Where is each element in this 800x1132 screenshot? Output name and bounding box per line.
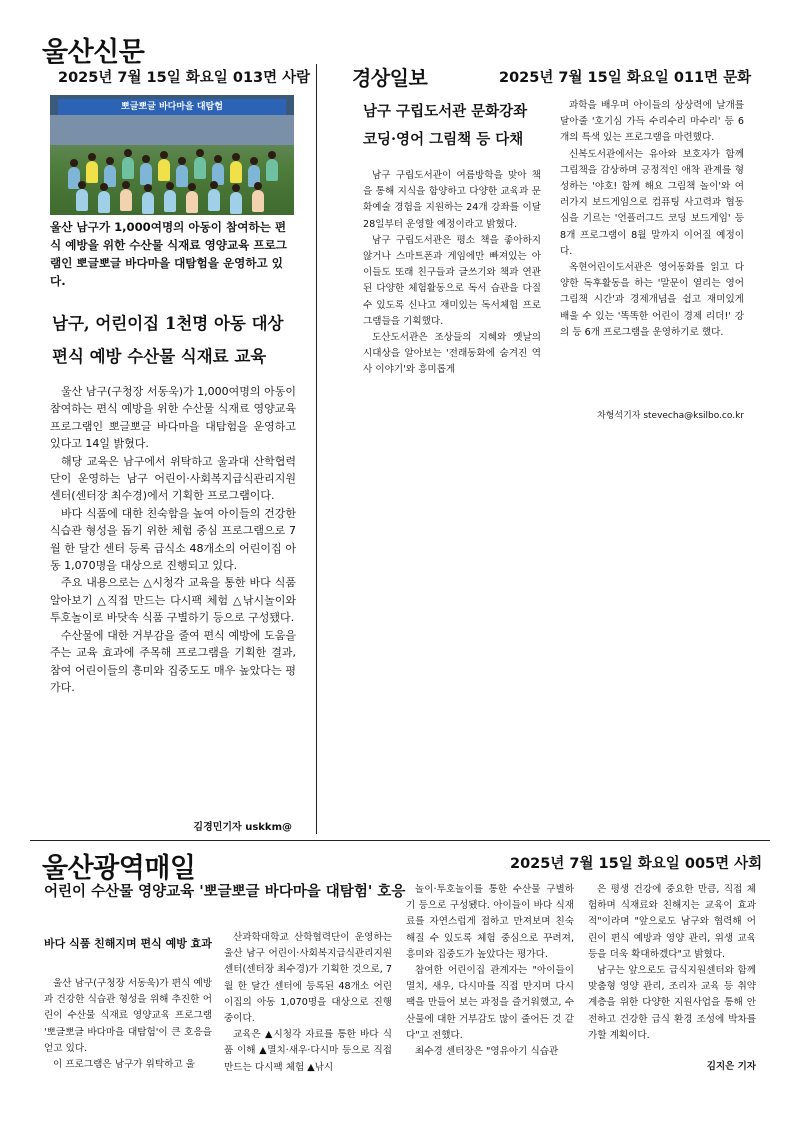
masthead-ulsan-shinmun: 울산신문 (42, 37, 145, 68)
dateline-clip2: 2025년 7월 15일 화요일 011면 문화 (499, 70, 752, 86)
paragraph: 남구는 앞으로도 급식지원센터와 함께 맞춤형 영양 관리, 조리자 교육 등 취약계층을 위한 다양한 지원사업을 통해 안전하고 건강한 급식 환경 조성에 박차를 가할 계획이다. (588, 965, 756, 1041)
paragraph: 신복도서관에서는 유아와 보호자가 함께 그림책을 감상하며 긍정적인 애착 관계를 형성하는 '야호! 함께 해요 그림책 놀이'와 여러가지 보드게임으로 컴퓨팅 사고력과 협동심을 기르는 '언플러그드 코딩 보드게임' 등 8개 프로그램이 8월 말까지 이어질 예정이다. (560, 148, 744, 257)
paragraph: 바다 식품에 대한 친숙함을 높여 아이들의 건강한 식습관 형성을 돕기 위한 체험 중심 프로그램으로 7월 한 달간 센터 등록 급식소 48개소의 어린이집 아동 1,070명을 대상으로 진행되고 있다. (50, 506, 296, 573)
article-body-clip3-col3 (406, 882, 574, 1060)
masthead-ulsan-gwangyeok-maeil: 울산광역매일 (42, 853, 196, 884)
headline-clip3: 어린이 수산물 영양교육 '뽀글뽀글 바다마을 대탐험' 호응 (44, 883, 406, 900)
article-body-clip3-col2 (224, 930, 392, 1076)
paragraph: 최수경 센터장은 "영유아기 식습관 (415, 1046, 559, 1058)
divider-vertical (316, 64, 317, 834)
paragraph: 울산 남구(구청장 서동욱)가 1,000여명의 아동이 참여하는 편식 예방을 위한 수산물 식재료 영양교육 프로그램인 뽀글뽀글 바다마을 대탐험을 운영하고 있다고 14일 밝혔다. (50, 385, 296, 451)
article-body-clip1 (50, 383, 296, 696)
byline-clip1: 김경민기자 uskkm@ (193, 822, 292, 833)
paragraph: 참여한 어린이집 관계자는 "아이들이 멸치, 새우, 다시마를 직접 만지며 다시팩을 만들어 보는 과정을 즐거워했고, 수산물에 대한 거부감도 많이 줄어든 것 같다"고 전했다. (406, 965, 574, 1041)
byline-clip2: 차형석기자 stevecha@ksilbo.co.kr (596, 411, 744, 421)
masthead-kyungsang-ilbo: 경상일보 (352, 66, 428, 90)
paragraph: 이 프로그램은 남구가 위탁하고 울 (53, 1059, 195, 1071)
paragraph: 해당 교육은 남구에서 위탁하고 울과대 산학협력단이 운영하는 남구 어린이·사회복지급식관리지원센터(센터장 최수경)에서 기획한 프로그램이다. (50, 454, 296, 503)
headline-clip2-line1: 남구 구립도서관 문화강좌 (363, 103, 528, 120)
article-photo (50, 95, 294, 215)
photo-caption: 울산 남구가 1,000여명의 아동이 참여하는 편식 예방을 위한 수산물 식재료 영양교육 프로그램인 뽀글뽀글 바다마을 대탐험을 운영하고 있다. (50, 220, 288, 288)
paragraph: 교육은 ▲시청각 자료를 통한 바다 식품 이해 ▲멸치·새우·다시마 등으로 직접 만드는 다시팩 체험 ▲낚시 (224, 1029, 392, 1073)
headline-clip2-line2: 코딩·영어 그림책 등 다채 (363, 131, 524, 148)
paragraph: 옥현어린이도서관은 영어동화를 읽고 다양한 독후활동을 하는 '말문이 열리는 영어그림책 시간'과 경제개념을 쉽고 재미있게 배울 수 있는 '똑똑한 어린이 경제 리더!' 강의 등 6개 프로그램을 운영하기로 했다. (560, 262, 744, 338)
headline-clip1-line2: 편식 예방 수산물 식재료 교육 (52, 347, 267, 366)
subhead-clip3: 바다 식품 친해지며 편식 예방 효과 (44, 937, 212, 950)
divider-horizontal (30, 840, 770, 841)
article-body-clip3-col4 (588, 882, 756, 1044)
paragraph: 과학을 배우며 아이들의 상상력에 날개를 달아줄 '호기심 가득 수리수리 마수리' 등 6개의 특색 있는 프로그램을 마련했다. (560, 100, 744, 144)
paragraph: 수산물에 대한 거부감을 줄여 편식 예방에 도움을 주는 교육 효과에 주목해 프로그램을 기획한 결과, 참여 어린이들의 흥미와 집중도도 매우 높았다는 평가다. (50, 628, 296, 694)
article-body-clip3-col1 (44, 976, 212, 1073)
paragraph: 주요 내용으로는 △시청각 교육을 통한 바다 식품 알아보기 △직접 만드는 다시팩 체험 △낚시놀이와 투호놀이로 바닷속 식품 구별하기 등으로 구성됐다. (50, 576, 296, 625)
paragraph: 은 평생 건강에 중요한 만큼, 직접 체험하며 식재료와 친해지는 교육이 효과적"이라며 "앞으로도 남구와 협력해 어린이 편식 예방과 영양 관리, 위생 교육 등을 더욱 확대하겠다"고 밝혔다. (588, 884, 756, 960)
paragraph: 놀이·투호놀이를 통한 수산물 구별하기 등으로 구성됐다. 아이들이 바다 식재료를 자연스럽게 접하고 만져보며 친숙해질 수 있도록 체험 중심으로 꾸려져, 흥미와 집중도가 높았다는 평가다. (406, 884, 574, 960)
byline-clip3: 김지은 기자 (706, 1061, 756, 1072)
paragraph: 울산 남구(구청장 서동욱)가 편식 예방과 건강한 식습관 형성을 위해 추진한 어린이 수산물 식재료 영양교육 프로그램 '뽀글뽀글 바다마을 대탐험'이 큰 호응을 얻고 있다. (44, 978, 212, 1054)
paragraph: 남구 구립도서관은 평소 책을 좋아하지 않거나 스마트폰과 게임에만 빠져있는 아이들도 또래 친구들과 글쓰기와 책과 연관된 다양한 체험활동으로 독서 습관을 다질 수 있도록 신나고 재미있는 독서체험 프로그램들을 기획했다. (363, 234, 541, 327)
dateline-clip1: 2025년 7월 15일 화요일 013면 사람 (58, 70, 311, 86)
paragraph: 남구 구립도서관이 여름방학을 맞아 책을 통해 지식을 함양하고 다양한 교육과 문화예술 경험을 지원하는 24개 강좌를 이달 28일부터 운영할 예정이라고 밝혔다. (363, 170, 541, 230)
article-body-clip2-col1 (363, 168, 541, 379)
paragraph: 산과학대학교 산학협력단이 운영하는 울산 남구 어린이·사회복지급식관리지원센터(센터장 최수경)가 기획한 것으로, 7월 한 달간 센터에 등록된 48개소 어린이집의 아동 1,070명을 대상으로 진행 중이다. (224, 932, 392, 1025)
dateline-clip3: 2025년 7월 15일 화요일 005면 사회 (510, 856, 763, 872)
photo-banner: 뽀글뽀글 바다마을 대탐험 (58, 99, 286, 115)
paragraph: 도산도서관은 조상들의 지혜와 옛날의 시대상을 알아보는 '전래동화에 숨겨진 역사 이야기'와 흥미롭게 (363, 332, 541, 376)
headline-clip1-line1: 남구, 어린이집 1천명 아동 대상 (52, 314, 284, 333)
article-body-clip2-col2 (560, 98, 744, 341)
